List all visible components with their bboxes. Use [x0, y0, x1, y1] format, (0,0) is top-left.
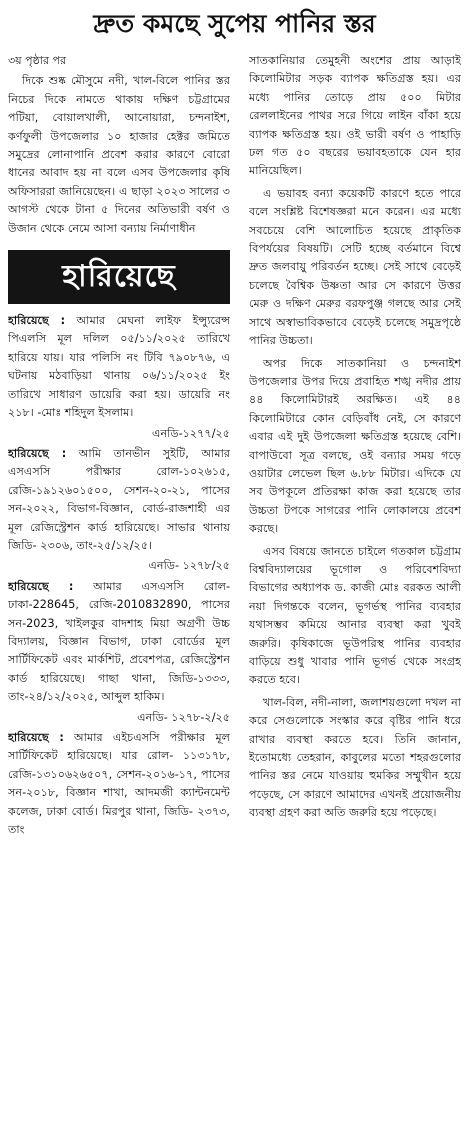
notice-text: আমার এসএসসি রোল-ঢাকা-228645, রেজি-2010832890, পাসের সন-2023, খাইলকুর বাদশাহ মিয়া অগ্রণী উচ্চ বিদ্যালয়, বিজ্ঞান বিভাগ, ঢাকা বোর্ডের মূল সার্টিফিকেট এবং মার্কশিট, প্রবেশপত্র, রেজিস্ট্রেশন কার্ড হারিয়েছে। গাছা থানা, জিডি-১৩৩৩, তাং-২৪/১২/২০২৫, আব্দুল হাকিম। — [8, 579, 230, 704]
article-paragraph: সাতকানিয়ার তেমুহনী অংশের প্রায় আড়াই কিলোমিটার সড়ক ব্যাপক ক্ষতিগ্রস্ত হয়। এর মধ্যে পানির তোড়ে প্রায় ৫০০ মিটার রেললাইনের পাথর সরে গিয়ে লাইন বাঁকা হয়ে ব্যাপক ক্ষতিগ্রস্ত হয়। ওই ভারী বর্ষণ ও পাহাড়ি ঢল গত ৫০ বছরের ভয়াবহতাকে যেন হার মানিয়েছিল। — [249, 54, 461, 178]
notice-text: আমি তানভীন সুইটি, আমার এসএসসি পরীক্ষার রোল-১০২৬১৫, রেজি-১৯১২৬০১৫০০, সেশন-২০-২১, পাসের সন-২০২২, বিভাগ-বিজ্ঞান, বোর্ড-রাজশাহী এর মূল রেজিস্ট্রেশন কার্ড হারিয়েছে। সাভার থানায় জিডি- ২৩০৬, তাং-২৫/১২/২৫। — [8, 446, 230, 552]
article-paragraph: এ ভয়াবহ বন্যা কয়েকটি কারণে হতে পারে বলে সংশ্লিষ্ট বিশেষজ্ঞরা মনে করেন। এর মধ্যে সবচেয়ে বেশি আলোচিত হয়েছে প্রাকৃতিক বিপর্যয়ের বিষয়টি। সেটি হচ্ছে বর্তমানে বিশ্বে দ্রুত জলবায়ু পরিবর্তন হচ্ছে। সেই সাথে বেড়েই চলেছে বৈশ্বিক উষ্ণতা আর সে কারণে উত্তর মেরু ও দক্ষিণ মেরুর বরফপুঞ্জ গলছে আর সেই সাথে অস্বাভাবিকভাবে বেড়েই চলেছে সমুদ্রপৃষ্ঠে পানির উচ্চতা। — [249, 186, 461, 348]
article-paragraph: এসব বিষয়ে জানতে চাইলে গতকাল চট্টগ্রাম বিশ্ববিদ্যালয়ের ভূগোল ও পরিবেশবিদ্যা বিভাগের অধ্যাপক ড. কাজী মোঃ বরকত আলী নয়া দিগন্তকে বলেন, ভূগর্ভস্থ পানির ব্যবহার যথাসম্ভব কমিয়ে আনার ব্যবস্থা করা খুবই জরুরি। কৃষিকাজে ভূউপরিস্থ পানির ব্যবহার বাড়িয়ে শুধু খাবার পানি ভূগর্ভ থেকে সংগ্রহ করতে হবে। — [249, 544, 461, 687]
article-headline: দ্রুত কমছে সুপেয় পানির স্তর — [93, 9, 376, 38]
notice-code: এনডি-১২৭৭/২৫ — [151, 426, 230, 440]
notice-text: আমার এইচএসসি পরীক্ষার মূল সার্টিফিকেট হারিয়েছে। যার রোল- ১১৩১৭৮, রেজি-১৩১০৬২৬৫০৭, সেশন-২০১৬-১৭, পাসের সন-২০১৮, বিজ্ঞান শাখা, আদমজী ক্যান্টনমেন্ট কলেজ, ঢাকা বোর্ড। মিরপুর থানা, জিডি- ২৩৭৩, তাং — [8, 731, 230, 837]
notice-lead: হারিয়েছে : — [8, 579, 74, 593]
classified-section-banner: হারিয়েছে — [8, 250, 230, 304]
right-column — [249, 52, 461, 1141]
lost-notice — [8, 578, 230, 707]
lost-notice — [8, 729, 230, 839]
jump-line: ৩য় পৃষ্ঠার পর — [8, 54, 67, 67]
article-paragraph: অপর দিকে সাতকানিয়া ও চন্দনাইশ উপজেলার উপর দিয়ে প্রবাহিত শঙ্খ নদীর প্রায় ৪৪ কিলোমিটারই অরক্ষিত। এই ৪৪ কিলোমিটারে কোন বেড়িবাঁধ নেই, সে কারণে এবার এই দুই উপজেলা ক্ষতিগ্রস্ত হয়েছে বেশি। বাপাউবো সূত্র বলছে, ওই বন্যার সময় গড়ে ওয়াটার লেভেল ছিল ৬.৮৮ মিটার। এদিকে যে সব উপকূলে প্রতিরক্ষা কাজ করা হয়েছে তার উচ্চতা টপকে সাগরের পানি লোকালয়ে প্রবেশ করছে। — [249, 356, 461, 536]
notice-lead: হারিয়েছে : — [8, 446, 67, 460]
notice-code: এনডি- ১২৭৮/২৫ — [148, 559, 230, 573]
left-column — [8, 52, 230, 1141]
notice-lead: হারিয়েছে : — [8, 314, 66, 328]
notice-lead: হারিয়েছে : — [8, 731, 64, 744]
notice-code: এনডি- ১২৭৮-২/২৫ — [137, 710, 230, 724]
article-paragraph: খাল-বিল, নদী-নালা, জলাশয়গুলো দখল না করে সেগুলোকে সংস্কার করে বৃষ্টির পানি ধরে রাখার ব্যবস্থা করতে হবে। তিনি জানান, ইতোমধ্যে তেহরান, কাবুলের মতো শহরগুলোর পানির স্তর নেমে যাওয়ায় হুমকির সম্মুখীন হয়ে পড়েছে, সে কারণে আমাদের এখনই প্রয়োজনীয় ব্যবস্থা গ্রহণ করা অতি জরুরি হয়ে পড়েছে। — [249, 695, 461, 820]
lost-notice — [8, 312, 230, 422]
lost-notice — [8, 445, 230, 555]
article-paragraph: দিকে শুষ্ক মৌসুমে নদী, খাল-বিলে পানির স্তর নিচের দিকে নামতে থাকায় দক্ষিণ চট্টগ্রামের পটিয়া, বোয়ালখালী, আনোয়ারা, চন্দনাইশ, কর্ণফুলী উপজেলার ১০ হাজার হেক্টর জমিতে সমুদ্রের লোনাপানি প্রবেশ করার কারণে বোরো ধানের আবাদ হয় না বলে এসব উপজেলার কৃষি অফিসাররা জানিয়েছেন। এ ছাড়া ২০২৩ সালের ৩ আগস্ট থেকে টানা ৫ দিনের অতিভারী বর্ষণ ও উজান থেকে নেমে আসা বন্যায় নির্মাণাধীন — [8, 74, 230, 235]
notice-text: আমার মেঘনা লাইফ ইন্স্যুরেন্স পিএলসি মূল দলিল ০৫/১১/২০২৫ তারিখে হারিয়ে যায়। যার পলিসি নং টিবি ৭৯০৮৭৬, এ ঘটনায় মঠবাড়িয়া থানায় ০৬/১১/২০২৫ ইং তারিখে সাধারণ ডায়েরি করা হয়। ডায়েরি নং ২১৮। -মোঃ শহিদুল ইসলাম। — [8, 314, 230, 420]
